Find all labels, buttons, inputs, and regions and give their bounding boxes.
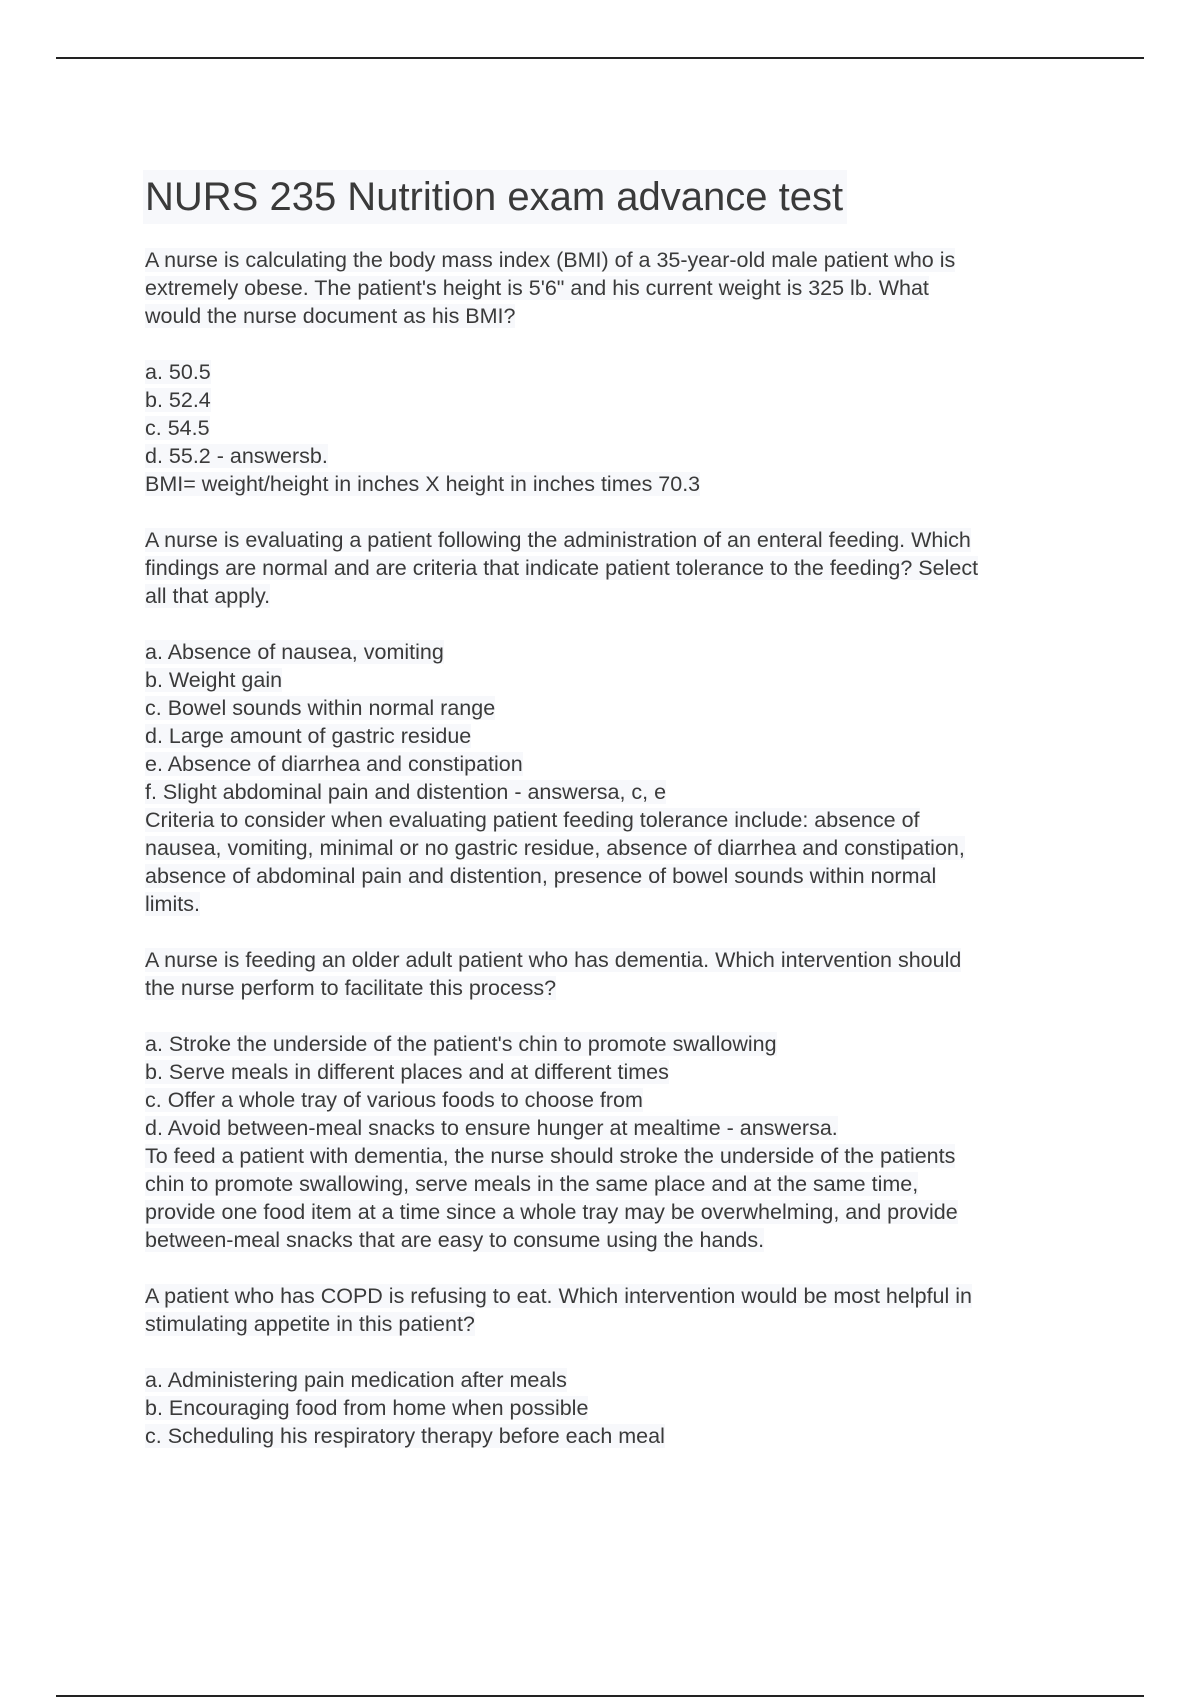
paragraph-gap bbox=[145, 1338, 1105, 1366]
text-line-content: a. Administering pain medication after meals bbox=[145, 1368, 567, 1392]
text-line-content: A nurse is calculating the body mass index (BMI) of a 35-year-old male patient who is bbox=[145, 248, 956, 272]
paragraph-gap bbox=[145, 330, 1105, 358]
text-line bbox=[145, 974, 1105, 1002]
text-line bbox=[145, 358, 1105, 386]
text-line-content: d. Avoid between-meal snacks to ensure hunger at mealtime - answersa. bbox=[145, 1116, 838, 1140]
text-line-content: stimulating appetite in this patient? bbox=[145, 1312, 475, 1336]
text-line-content: A nurse is evaluating a patient following the administration of an enteral feeding. Which bbox=[145, 528, 971, 552]
text-line-content: f. Slight abdominal pain and distention - answersa, c, e bbox=[145, 780, 667, 804]
text-line-content: limits. bbox=[145, 892, 200, 916]
paragraph-gap bbox=[145, 1254, 1105, 1282]
text-line-content: b. Encouraging food from home when possible bbox=[145, 1396, 589, 1420]
text-line bbox=[145, 666, 1105, 694]
text-line bbox=[145, 834, 1105, 862]
text-line bbox=[145, 946, 1105, 974]
text-line bbox=[145, 862, 1105, 890]
text-line-content: the nurse perform to facilitate this process? bbox=[145, 976, 557, 1000]
text-line bbox=[145, 1422, 1105, 1450]
text-line bbox=[145, 526, 1105, 554]
text-line bbox=[145, 1310, 1105, 1338]
text-line bbox=[145, 1226, 1105, 1254]
text-line-content: A patient who has COPD is refusing to eat. Which intervention would be most helpful in bbox=[145, 1284, 972, 1308]
text-line bbox=[145, 1114, 1105, 1142]
text-line-content: A nurse is feeding an older adult patient who has dementia. Which intervention should bbox=[145, 948, 962, 972]
text-line-content: c. Bowel sounds within normal range bbox=[145, 696, 496, 720]
text-line bbox=[145, 694, 1105, 722]
text-line bbox=[145, 638, 1105, 666]
text-line-content: c. Scheduling his respiratory therapy before each meal bbox=[145, 1424, 665, 1448]
text-line bbox=[145, 1058, 1105, 1086]
paragraph-gap bbox=[145, 610, 1105, 638]
text-line-content: b. Weight gain bbox=[145, 668, 283, 692]
text-line bbox=[145, 274, 1105, 302]
text-line-content: nausea, vomiting, minimal or no gastric residue, absence of diarrhea and constipation, bbox=[145, 836, 965, 860]
paragraph-gap bbox=[145, 498, 1105, 526]
text-line-content: d. Large amount of gastric residue bbox=[145, 724, 472, 748]
text-line bbox=[145, 1198, 1105, 1226]
text-line-content: b. Serve meals in different places and at different times bbox=[145, 1060, 669, 1084]
text-line bbox=[145, 1394, 1105, 1422]
text-line-content: c. Offer a whole tray of various foods to choose from bbox=[145, 1088, 643, 1112]
text-line-content: To feed a patient with dementia, the nurse should stroke the underside of the patients bbox=[145, 1144, 956, 1168]
text-line bbox=[145, 778, 1105, 806]
text-line bbox=[145, 1366, 1105, 1394]
text-line bbox=[145, 386, 1105, 414]
text-line-content: BMI= weight/height in inches X height in inches times 70.3 bbox=[145, 472, 701, 496]
text-line bbox=[145, 554, 1105, 582]
text-line bbox=[145, 722, 1105, 750]
text-line-content: a. Absence of nausea, vomiting bbox=[145, 640, 444, 664]
text-line-content: would the nurse document as his BMI? bbox=[145, 304, 516, 328]
document-body bbox=[145, 170, 1105, 1450]
text-line-content: all that apply. bbox=[145, 584, 271, 608]
top-rule bbox=[56, 57, 1144, 59]
text-line bbox=[145, 750, 1105, 778]
text-line bbox=[145, 806, 1105, 834]
text-line-content: Criteria to consider when evaluating patient feeding tolerance include: absence of bbox=[145, 808, 920, 832]
text-line-content: between-meal snacks that are easy to consume using the hands. bbox=[145, 1228, 765, 1252]
document-title: NURS 235 Nutrition exam advance test bbox=[143, 170, 847, 224]
text-line bbox=[145, 1282, 1105, 1310]
text-line bbox=[145, 1030, 1105, 1058]
text-line bbox=[145, 246, 1105, 274]
text-line-content: chin to promote swallowing, serve meals in the same place and at the same time, bbox=[145, 1172, 919, 1196]
text-line-content: provide one food item at a time since a whole tray may be overwhelming, and provide bbox=[145, 1200, 958, 1224]
text-line bbox=[145, 302, 1105, 330]
text-line-content: c. 54.5 bbox=[145, 416, 210, 440]
document-text bbox=[145, 246, 1105, 1450]
text-line bbox=[145, 582, 1105, 610]
text-line bbox=[145, 442, 1105, 470]
bottom-rule bbox=[56, 1695, 1144, 1697]
paragraph-gap bbox=[145, 918, 1105, 946]
text-line-content: d. 55.2 - answersb. bbox=[145, 444, 328, 468]
text-line-content: e. Absence of diarrhea and constipation bbox=[145, 752, 523, 776]
text-line bbox=[145, 414, 1105, 442]
text-line-content: b. 52.4 bbox=[145, 388, 211, 412]
text-line-content: findings are normal and are criteria that indicate patient tolerance to the feeding? Select bbox=[145, 556, 979, 580]
text-line bbox=[145, 470, 1105, 498]
text-line-content: a. Stroke the underside of the patient's chin to promote swallowing bbox=[145, 1032, 777, 1056]
text-line bbox=[145, 1142, 1105, 1170]
text-line bbox=[145, 1086, 1105, 1114]
text-line-content: a. 50.5 bbox=[145, 360, 211, 384]
text-line-content: extremely obese. The patient's height is 5'6" and his current weight is 325 lb. What bbox=[145, 276, 929, 300]
text-line-content: absence of abdominal pain and distention, presence of bowel sounds within normal bbox=[145, 864, 937, 888]
text-line bbox=[145, 1170, 1105, 1198]
text-line bbox=[145, 890, 1105, 918]
paragraph-gap bbox=[145, 1002, 1105, 1030]
